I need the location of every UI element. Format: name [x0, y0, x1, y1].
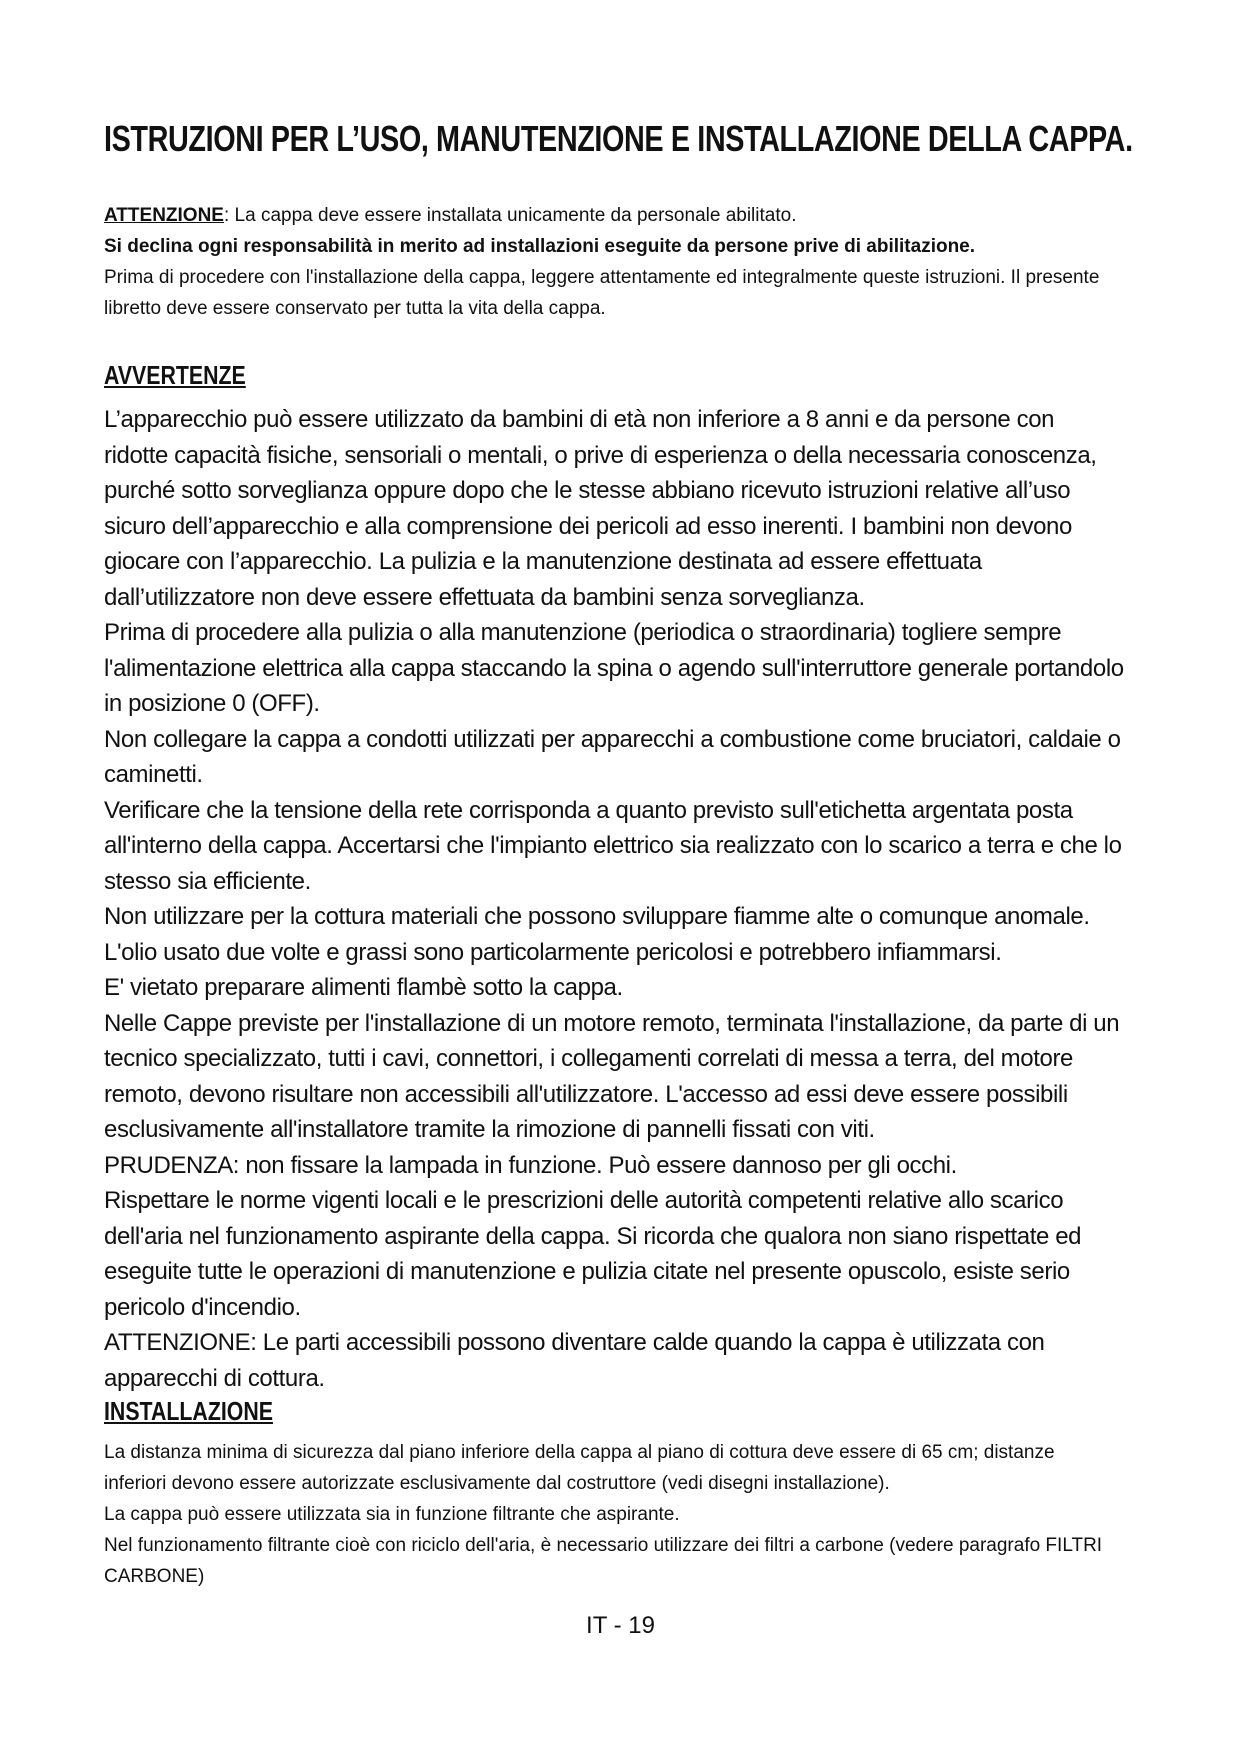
warning-paragraph: Prima di procedere alla pulizia o alla manutenzione (periodica o straordinaria) togliere sempre l'alimentazione elettrica alla cappa staccando la spina o agendo sull'interruttore generale portandolo in posizione 0 (OFF). [104, 619, 1124, 717]
installation-paragraph: La cappa può essere utilizzata sia in funzione filtrante che aspirante. [104, 1504, 680, 1525]
warnings-body [104, 402, 1124, 1396]
warning-paragraph: Non collegare la cappa a condotti utilizzati per apparecchi a combustione come bruciatori, caldaie o caminetti. [104, 725, 1121, 788]
warning-paragraph: PRUDENZA: non fissare la lampada in funzione. Può essere dannoso per gli occhi. [104, 1151, 957, 1179]
read-note: Prima di procedere con l'installazione della cappa, leggere attentamente ed integralmente queste istruzioni. Il presente libretto deve essere conservato per tutta la vita della cappa. [104, 267, 1100, 319]
warning-label: ATTENZIONE [104, 205, 224, 226]
warning-paragraph: ATTENZIONE: Le parti accessibili possono diventare calde quando la cappa è utilizzata con apparecchi di cottura. [104, 1329, 1045, 1392]
installation-paragraph: Nel funzionamento filtrante cioè con riciclo dell'aria, è necessario utilizzare dei filtri a carbone (vedere paragrafo FILTRI CARBONE) [104, 1535, 1103, 1587]
warning-paragraph: Nelle Cappe previste per l'installazione di un motore remoto, terminata l'installazione, da parte di un tecnico specializzato, tutti i cavi, connettori, i collegamenti correlati di messa a terra, del motore remoto, devono risultare non accessibili all'utilizzatore. L'accesso ad essi deve essere possibili esclusivamente all'installatore tramite la rimozione di pannelli fissati con viti. [104, 1009, 1120, 1143]
installation-paragraph: La distanza minima di sicurezza dal piano inferiore della cappa al piano di cottura deve essere di 65 cm; distanze inferiori devono essere autorizzate esclusivamente dal costruttore (vedi disegni installazione). [104, 1442, 1055, 1494]
disclaimer-text: Si declina ogni responsabilità in merito ad installazioni eseguite da persone prive di abilitazione. [104, 236, 976, 257]
warning-paragraph: E' vietato preparare alimenti flambè sotto la cappa. [104, 974, 623, 1001]
warning-paragraph: Non utilizzare per la cottura materiali che possono sviluppare fiamme alte o comunque anomale. L'olio usato due volte e grassi sono particolarmente pericolosi e potrebbero infiammarsi. [104, 903, 1090, 966]
page-number: IT - 19 [586, 1612, 655, 1639]
warning-paragraph: Rispettare le norme vigenti locali e le prescrizioni delle autorità competenti relative allo scarico dell'aria nel funzionamento aspirante della cappa. Si ricorda che qualora non siano rispettate ed eseguite tutte le operazioni di manutenzione e pulizia citate nel presente opuscolo, esiste serio pericolo d'incendio. [104, 1187, 1082, 1321]
intro-block [104, 200, 1114, 324]
page-title: ISTRUZIONI PER L’USO, MANUTENZIONE E INSTALLAZIONE DELLA CAPPA. [104, 118, 1133, 159]
installation-heading: INSTALLAZIONE [104, 1396, 273, 1426]
warning-paragraph: Verificare che la tensione della rete corrisponda a quanto previsto sull'etichetta argentata posta all'interno della cappa. Accertarsi che l'impianto elettrico sia realizzato con lo scarico a terra e che lo stesso sia efficiente. [104, 796, 1122, 895]
warning-paragraph: L’apparecchio può essere utilizzato da bambini di età non inferiore a 8 anni e da persone con ridotte capacità fisiche, sensoriali o mentali, o prive di esperienza o della necessaria conoscenza, purché sotto sorveglianza oppure dopo che le stesse abbiano ricevuto istruzioni relative all’uso sicuro dell’apparecchio e alla comprensione dei pericoli ad esso inerenti. I bambini non devono giocare con l’apparecchio. La pulizia e la manutenzione destinata ad essere effettuata dall’utilizzatore non deve essere effettuata da bambini senza sorveglianza. [104, 406, 1097, 611]
warning-line [104, 200, 1114, 231]
warnings-heading: AVVERTENZE [104, 360, 246, 390]
installation-body [104, 1437, 1114, 1592]
warning-text: : La cappa deve essere installata unicamente da personale abilitato. [223, 205, 797, 226]
